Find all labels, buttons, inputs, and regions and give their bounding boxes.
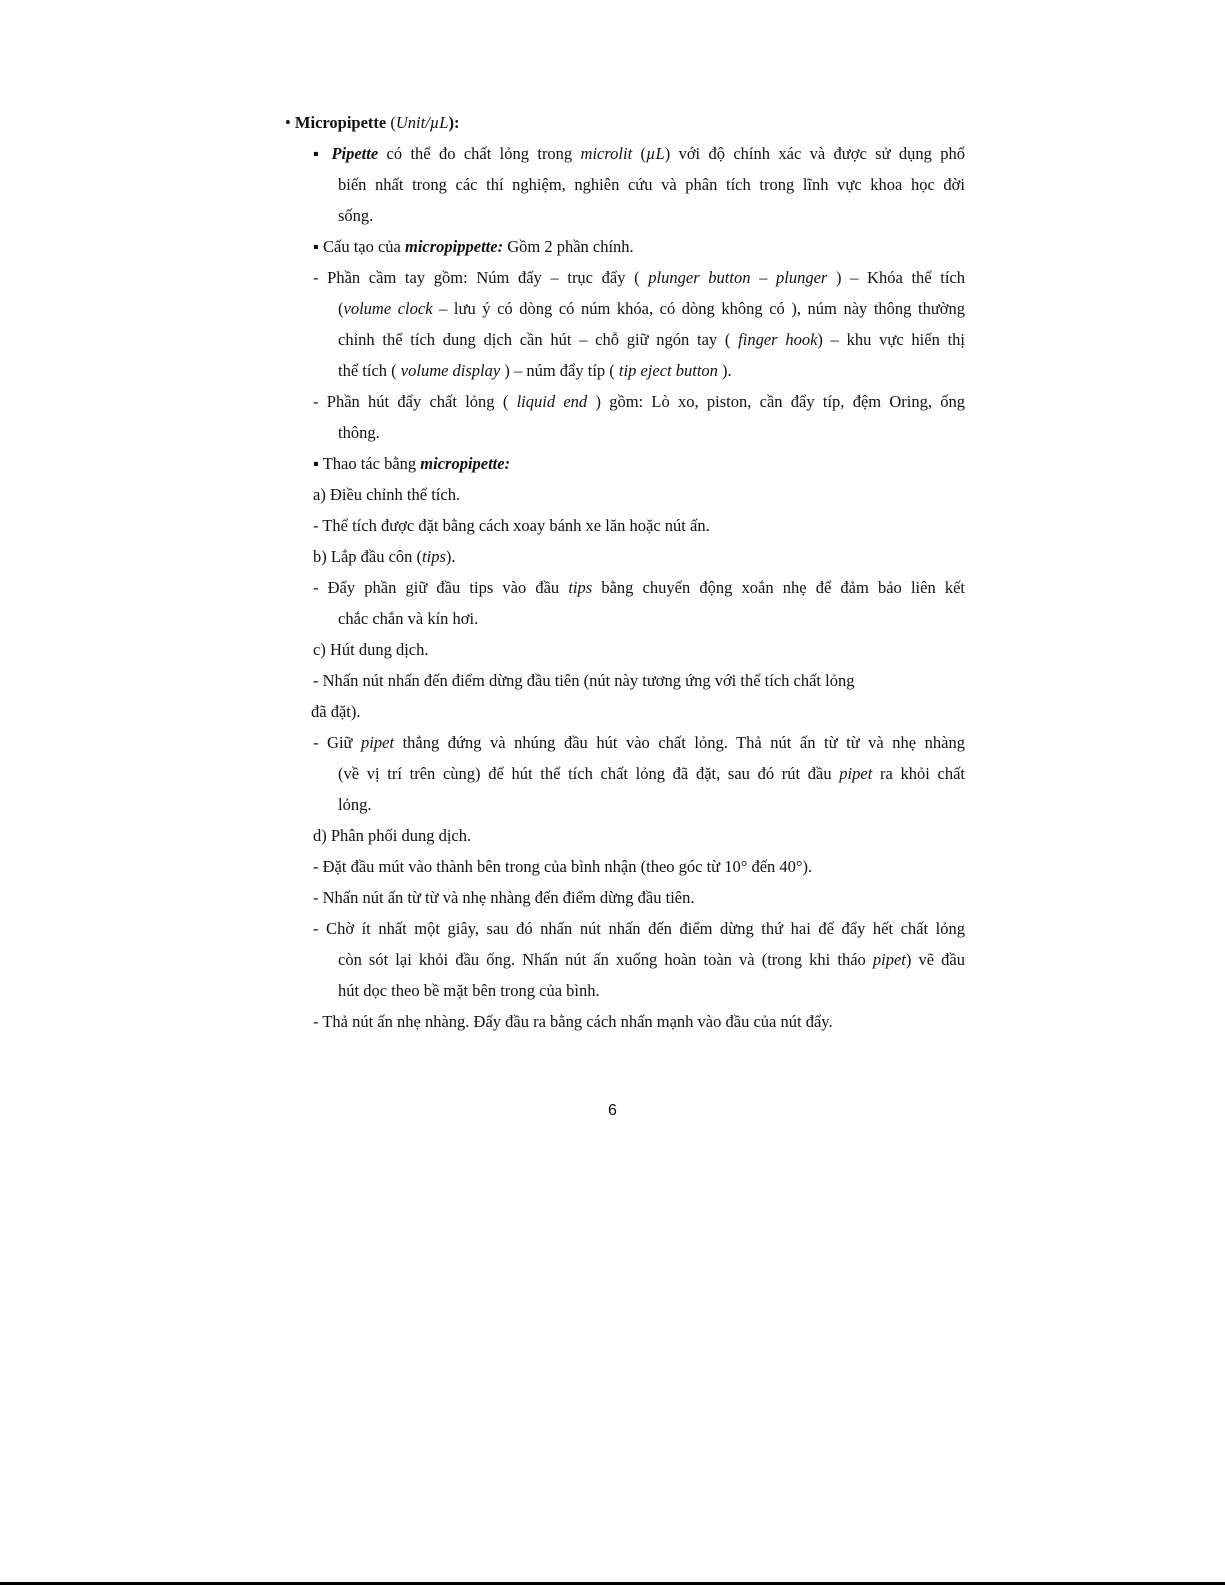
handle-line-4: [285, 355, 965, 386]
text: b) Lắp đầu côn (: [313, 547, 423, 566]
text: ) – núm đẩy típ (: [500, 361, 619, 380]
term-tip-eject-button: tip eject button: [618, 361, 718, 380]
step-d-title: d) Phân phối dung dịch.: [313, 826, 472, 845]
term-plunger: plunger button – plunger: [648, 268, 828, 287]
term-liquid-end: liquid end: [516, 392, 588, 411]
handle-line-1: [313, 262, 965, 293]
step-b-line-1: [313, 572, 965, 603]
step-d-line-5: hút dọc theo bề mặt bên trong của bình.: [338, 981, 600, 1000]
page-number: 6: [608, 1102, 617, 1119]
text: Cấu tạo của: [322, 237, 405, 256]
term-pipette: Pipette: [331, 144, 379, 163]
text: ).: [445, 547, 456, 566]
pipette-definition-line-1: [313, 138, 965, 169]
text: - Phần hút đẩy chất lỏng (: [313, 392, 517, 411]
heading-unit: Unit/µL: [395, 113, 449, 132]
term-pipet: pipet: [872, 950, 906, 969]
step-c-line-4: [338, 758, 965, 789]
text: ) – Khóa thể tích: [827, 268, 965, 287]
heading-unit-close: ):: [448, 113, 460, 132]
text: (về vị trí trên cùng) để hút thể tích chất lỏng đã đặt, sau đó rút đầu: [338, 764, 840, 783]
term-pipet: pipet: [839, 764, 873, 783]
text: ) với độ chính xác và được sử dụng phổ: [664, 144, 965, 163]
heading-title: Micropipette: [294, 113, 387, 132]
operation-heading: [285, 448, 965, 479]
term-pipet: pipet: [361, 733, 395, 752]
text: có thể đo chất lỏng trong: [378, 144, 581, 163]
term-microlit: microlit: [580, 144, 633, 163]
text: Thao tác bằng: [322, 454, 421, 473]
bullet-icon: •: [285, 113, 291, 132]
text: thẳng đứng và nhúng đầu hút vào chất lỏng. Thả nút ấn từ từ và nhẹ nhàng: [394, 733, 966, 752]
step-a-line-1: - Thể tích được đặt bằng cách xoay bánh xe lăn hoặc nút ấn.: [313, 516, 710, 535]
step-b-line-2: chắc chắn và kín hơi.: [338, 609, 479, 628]
text: Gồm 2 phần chính.: [503, 237, 634, 256]
step-c-line-1: - Nhấn nút nhấn đến điểm dừng đầu tiên (nút này tương ứng với thể tích chất lỏng: [313, 671, 855, 690]
term-micropipette: micropipette:: [420, 454, 511, 473]
square-bullet-icon: ▪: [313, 144, 332, 163]
step-c-line-2: đã đặt).: [311, 702, 361, 721]
step-b-title: [285, 541, 965, 572]
section-heading: [285, 107, 965, 138]
handle-line-3: [338, 324, 965, 355]
text: còn sót lại khỏi đầu ống. Nhấn nút ấn xuống hoàn toàn và (trong khi tháo: [338, 950, 873, 969]
text: (: [338, 299, 344, 318]
liquid-end-line-1: [313, 386, 965, 417]
term-tips: tips: [422, 547, 446, 566]
step-d-line-1: - Đặt đầu mút vào thành bên trong của bình nhận (theo góc từ 10° đến 40°).: [313, 857, 813, 876]
structure-heading: [285, 231, 965, 262]
step-c-line-5: lỏng.: [338, 795, 372, 814]
heading-unit-open: (: [386, 113, 396, 132]
square-bullet-icon: ▪: [313, 237, 323, 256]
text: – lưu ý có dòng có núm khóa, có dòng không có ), núm này thông thường: [432, 299, 966, 318]
step-d-line-6: - Thả nút ấn nhẹ nhàng. Đẩy đầu ra bằng cách nhấn mạnh vào đầu của nút đẩy.: [313, 1012, 833, 1031]
liquid-end-line-2: thông.: [338, 423, 380, 442]
handle-line-2: [338, 293, 965, 324]
text: - Đẩy phần giữ đầu tips vào đầu: [313, 578, 569, 597]
step-d-line-3: - Chờ ít nhất một giây, sau đó nhấn nút nhấn đến điểm dừng thứ hai để đẩy hết chất lỏng: [313, 919, 965, 938]
step-d-line-4: [338, 944, 965, 975]
term-finger-hook: finger hook: [738, 330, 818, 349]
text: ) – khu vực hiển thị: [817, 330, 965, 349]
square-bullet-icon: ▪: [313, 454, 323, 473]
page-content: [285, 107, 965, 1037]
text: ) gồm: Lò xo, piston, cần đẩy típ, đệm Oring, ống: [587, 392, 966, 411]
text: ).: [717, 361, 732, 380]
step-a-title: a) Điều chỉnh thể tích.: [313, 485, 461, 504]
text: - Phần cầm tay gồm: Núm đẩy – trục đẩy (: [313, 268, 649, 287]
term-micropippette: micropippette:: [405, 237, 504, 256]
text: chỉnh thể tích dung dịch cần hút – chỗ giữ ngón tay (: [338, 330, 739, 349]
text: ) vẽ đầu: [905, 950, 965, 969]
term-ul: µL: [646, 144, 665, 163]
step-c-title: c) Hút dung dịch.: [313, 640, 429, 659]
term-volume-display: volume display: [400, 361, 501, 380]
step-d-line-2: - Nhấn nút ấn từ từ và nhẹ nhàng đến điểm dừng đầu tiên.: [313, 888, 695, 907]
text: ra khỏi chất: [872, 764, 965, 783]
text: (: [632, 144, 647, 163]
text: thể tích (: [338, 361, 401, 380]
pipette-definition-line-3: sống.: [338, 206, 374, 225]
term-tips: tips: [568, 578, 593, 597]
step-c-line-3: [313, 727, 965, 758]
term-volume-clock: volume clock: [343, 299, 433, 318]
pipette-definition-line-2: biến nhất trong các thí nghiệm, nghiên cứu và phân tích trong lĩnh vực khoa học đời: [338, 175, 965, 194]
text: bằng chuyển động xoắn nhẹ để đảm bảo liên kết: [592, 578, 965, 597]
text: - Giữ: [313, 733, 362, 752]
